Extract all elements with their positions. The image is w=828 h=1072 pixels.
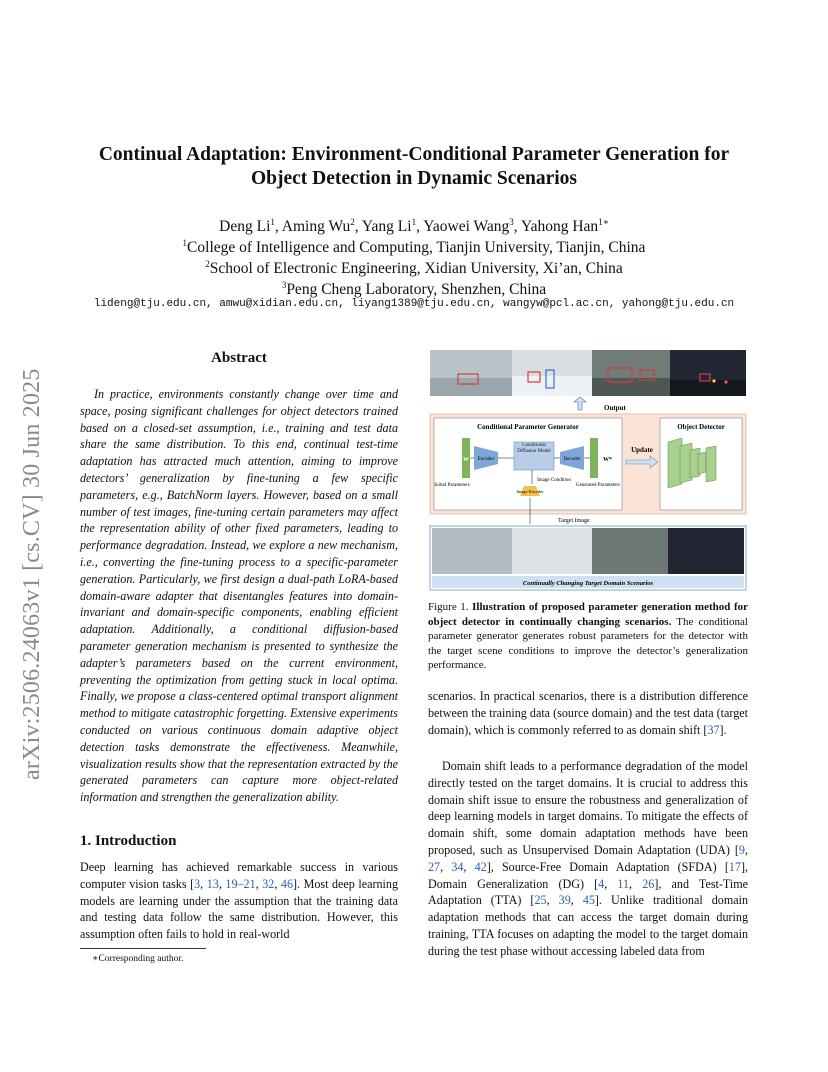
footnote-rule [80, 948, 206, 949]
night-road [670, 380, 746, 396]
taillight [724, 380, 727, 383]
caption-bold: Illustration of proposed parameter generation method for object detector in continually changing scenarios. [428, 601, 748, 628]
citation-link[interactable]: 19–21 [225, 876, 256, 891]
encoder-label: Encoder [477, 457, 495, 462]
text-run: Domain shift leads to a performance degradation of the model directly tested on the target domains. It is crucial to address this domain shift issue to ensure the robustness and generalization of deep learning models in target domains. To mitigate the effects of domain shift, some domain adaptation methods have been proposed, such as Unsupervised Domain Adaptation (UDA) [ [428, 759, 748, 857]
citation-link[interactable]: 32 [262, 876, 275, 891]
citation-link[interactable]: 13 [206, 876, 219, 891]
author-sup: 1∗ [598, 216, 609, 227]
paper-title [60, 143, 768, 191]
w-label: W [463, 457, 469, 463]
author-emails: lideng@tju.edu.cn, amwu@xidian.edu.cn, liyang1389@tju.edu.cn, wangyw@pcl.ac.cn, yahong@tju.edu.cn [93, 298, 735, 310]
image-condition-label: Image Condition [537, 478, 571, 483]
scenarios-label: Continually Changing Target Domain Scenarios [522, 580, 654, 587]
text-run: , [546, 893, 559, 908]
author-name: Deng Li [219, 218, 271, 235]
abstract-text: In practice, environments constantly change over time and space, posing significant challenges for object detectors trained based on a closed-set assumption, i.e., training and test data share the same distribution. To this end, continual test-time adaptation has attracted much attention, aiming to improve detectors’ generalization by fine-tuning a few specific parameters, e.g., BatchNorm layers. However, based on a small number of test images, fine-tuning certain parameters may affect the representation ability of other fixed parameters, leading to performance degradation. Instead, we explore a new mechanism, i.e., converting the fine-tuning process to a specific-parameter generation. Particularly, we first design a dual-path LoRA-based domain-aware adapter that disentangles features into domain-invariant and domain-specific components, enabling efficient adaptation. Additionally, a conditional diffusion-based parameter generation mechanism is presented to synthesize the adapter’s parameters based on the current environment, preventing the optimization from getting stuck in local optima. Finally, we propose a class-centered optimal transport alignment method to mitigate catastrophic forgetting. Extensive experiments conducted on various continuous domain adaptive object detection tasks demonstrate the effectiveness. Meanwhile, visualization results show that the representation extracted by the generated parameters can capture more object-related information and strengthen the generalization ability. [80, 387, 398, 805]
citation-link[interactable]: 25 [534, 893, 547, 908]
citation-link[interactable]: 45 [582, 893, 595, 908]
text-run: , [604, 876, 618, 891]
citation-link[interactable]: 4 [598, 876, 605, 891]
text-run: , [255, 876, 263, 891]
foggy-road [430, 378, 512, 396]
figure-diagram [428, 348, 748, 594]
caption-prefix: Figure 1. [428, 601, 473, 613]
text-run: , [440, 859, 452, 874]
abstract-heading: Abstract [211, 350, 267, 366]
author-sup: 1 [411, 216, 417, 227]
output-arrow [574, 397, 586, 410]
network-layer [698, 452, 706, 474]
introduction-heading: 1. Introduction [80, 833, 177, 849]
title-line-2: Object Detection in Dynamic Scenarios [250, 168, 578, 189]
snowy-target-image [512, 528, 592, 574]
network-layer [706, 446, 716, 482]
affiliation [60, 258, 768, 279]
citation-link[interactable]: 17 [728, 859, 741, 874]
author-sup: 1 [270, 216, 275, 227]
decoder-label: Decoder [563, 457, 581, 462]
citation-link[interactable]: 46 [280, 876, 293, 891]
affiliation [60, 279, 768, 300]
target-image-label: Target Image [558, 518, 590, 524]
foggy-target-image [432, 528, 512, 574]
headlight [712, 379, 715, 382]
right-paragraph-2 [428, 758, 748, 960]
text-run: , [218, 876, 226, 891]
introduction-paragraph [80, 859, 398, 943]
generator-title: Conditional Parameter Generator [477, 423, 579, 431]
rainy-road [592, 378, 670, 396]
affiliation-text: Peng Cheng Laboratory, Shenzhen, China [286, 281, 547, 298]
author-name: , Yahong Han [513, 218, 599, 235]
affiliation-sup: 1 [182, 237, 188, 248]
footnote: ∗Corresponding author. [92, 954, 184, 964]
initial-params-label: Initial Parameters [434, 483, 470, 488]
title-line-1: Continual Adaptation: Environment-Conditional Parameter Generation for [98, 144, 730, 165]
text-run: ], and Test-Time Adaptation (TTA) [ [428, 876, 749, 908]
citation-link[interactable]: 37 [707, 722, 720, 737]
text-run: ]. [719, 722, 727, 737]
detector-title: Object Detector [677, 423, 725, 431]
update-label: Update [631, 446, 653, 454]
text-run: , [629, 876, 643, 891]
snowy-road [512, 376, 592, 396]
citation-link[interactable]: 39 [558, 893, 571, 908]
w-star-label: W* [603, 457, 612, 463]
rainy-target-image [592, 528, 668, 574]
figure-1-caption [428, 600, 748, 673]
diffusion-label-wrap [514, 443, 554, 469]
affiliation-sup: 2 [205, 258, 210, 269]
generated-params-label: Generated Parameters [575, 483, 621, 488]
output-image-strip [430, 350, 746, 396]
text-run: , [274, 876, 281, 891]
citation-link[interactable]: 9 [738, 842, 745, 857]
text-run: , [200, 876, 207, 891]
text-run: , [744, 842, 748, 857]
image-encoder-label: Image Encoder [516, 489, 544, 494]
affiliation-text: School of Electronic Engineering, Xidian University, Xi’an, China [209, 260, 623, 277]
citation-link[interactable]: 11 [617, 876, 630, 891]
figure-1 [428, 348, 748, 594]
diffusion-label: Conditional Diffusion Model [517, 443, 551, 454]
output-label: Output [604, 404, 626, 412]
text-run: , [463, 859, 475, 874]
citation-link[interactable]: 42 [474, 859, 487, 874]
night-target-image [668, 528, 744, 574]
author-block [60, 216, 768, 300]
text-run: ]. Unlike traditional domain adaptation methods that can access the target domain during training, TTA focuses on adapting the model to the target domain during the test phase without accessing labeled data from [428, 893, 749, 958]
text-run: ]. Most deep learning models are learning under the assumption that the training data and testing data follow the same distribution. However, this assumption often fails to hold in real-world [80, 876, 399, 942]
right-paragraph-1 [428, 688, 748, 738]
affiliation [60, 237, 768, 258]
generated-weights-block [590, 438, 598, 478]
text-run: ], Source-Free Domain Adaptation (SFDA) [ [486, 859, 729, 874]
text-run: , [570, 893, 583, 908]
arxiv-identifier [19, 300, 59, 780]
author-sup: 2 [350, 216, 355, 227]
author-name: , Yaowei Wang [416, 218, 510, 235]
affiliation-text: College of Intelligence and Computing, Tianjin University, Tianjin, China [187, 239, 646, 256]
author-name: , Yang Li [354, 218, 412, 235]
citation-link[interactable]: 26 [642, 876, 655, 891]
author-sup: 3 [509, 216, 514, 227]
citation-link[interactable]: 3 [194, 876, 201, 891]
citation-link[interactable]: 34 [451, 859, 464, 874]
author-list [60, 216, 768, 237]
text-run: scenarios. In practical scenarios, there is a distribution difference between the training data (source domain) and the test data (target domain), which is commonly referred to as domain shift [ [428, 689, 748, 737]
author-name: , Aming Wu [274, 218, 351, 235]
arxiv-id-text: arXiv:2506.24063v1 [cs.CV] 30 Jun 2025 [19, 368, 45, 780]
affiliation-sup: 3 [281, 279, 287, 290]
text-run: Deep learning has achieved remarkable success in various computer vision tasks [ [80, 860, 398, 891]
citation-link[interactable]: 27 [428, 859, 441, 874]
caption-rest: The conditional parameter generator generates robust parameters for the detector with the target scene conditions to improve the detector’s generalization performance. [428, 615, 748, 671]
text-run: ], Domain Generalization (DG) [ [428, 859, 749, 891]
